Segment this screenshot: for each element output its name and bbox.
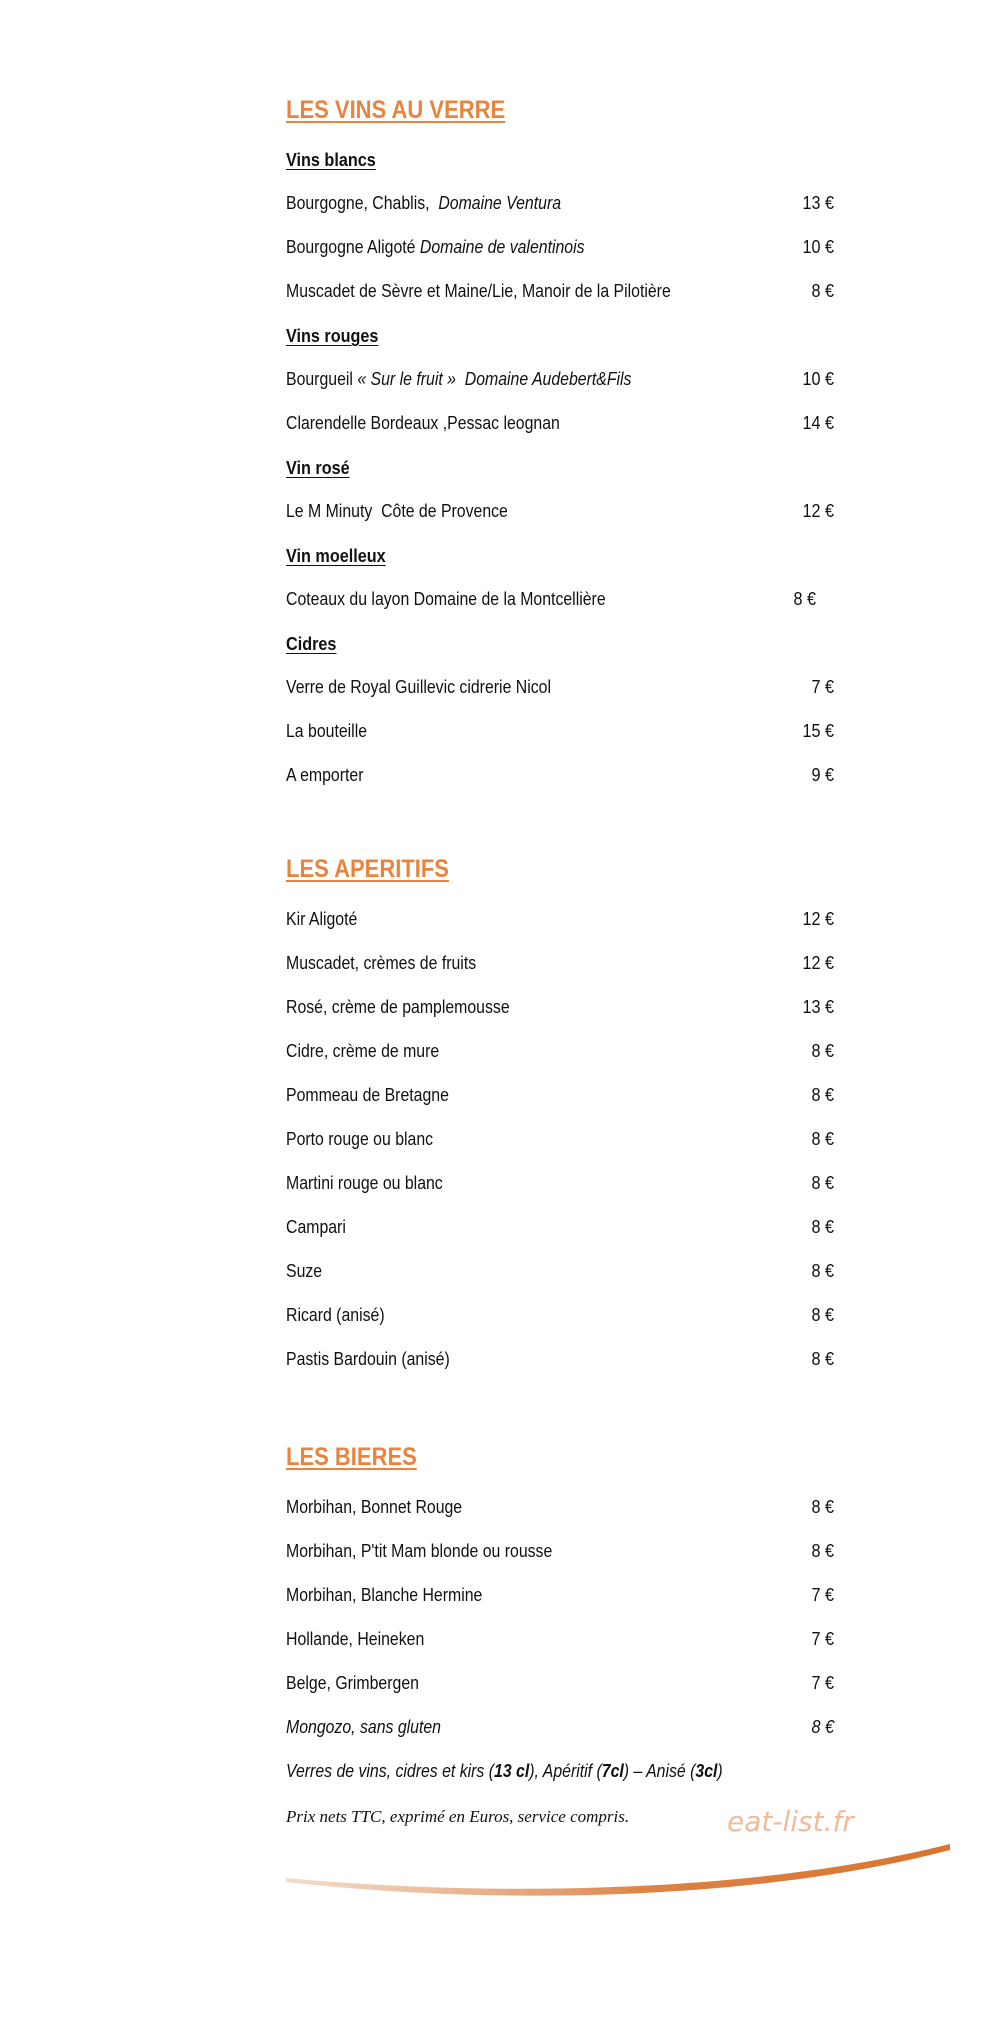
menu-item <box>286 997 836 1023</box>
menu-item <box>286 1673 836 1699</box>
menu-item <box>286 237 836 263</box>
item-name: Hollande, Heineken <box>286 1629 425 1649</box>
item-price: 8 € <box>811 1129 834 1149</box>
item-price: 15 € <box>802 721 834 741</box>
item-name: Suze <box>286 1261 323 1281</box>
menu-item <box>286 1041 836 1067</box>
subhead-vins-blancs: Vins blancs <box>286 150 376 170</box>
item-price: 13 € <box>802 193 834 213</box>
item-price: 8 € <box>811 281 834 301</box>
item-price: 7 € <box>811 1585 834 1605</box>
menu-item <box>286 413 836 439</box>
subhead-vins-rouges: Vins rouges <box>286 326 379 346</box>
item-price: 12 € <box>802 501 834 521</box>
item-name: La bouteille <box>286 721 368 741</box>
section-title-bieres: LES BIERES <box>286 1443 417 1471</box>
item-name: Rosé, crème de pamplemousse <box>286 997 510 1017</box>
section-title-aperitifs: LES APERITIFS <box>286 855 449 883</box>
subhead-vin-rose: Vin rosé <box>286 458 350 478</box>
item-name: Pommeau de Bretagne <box>286 1085 449 1105</box>
item-price: 12 € <box>802 953 834 973</box>
item-name: Muscadet de Sèvre et Maine/Lie, Manoir de la Pilotière <box>286 281 671 301</box>
item-name: Verre de Royal Guillevic cidrerie Nicol <box>286 677 551 697</box>
item-name: Martini rouge ou blanc <box>286 1173 443 1193</box>
item-name: Coteaux du layon Domaine de la Montcellière <box>286 589 606 609</box>
menu-item <box>286 1129 836 1155</box>
volumes-note: Verres de vins, cidres et kirs (13 cl), Apéritif (7cl) – Anisé (3cl) <box>286 1761 723 1781</box>
menu-item <box>286 677 836 703</box>
menu-item <box>286 1085 836 1111</box>
decorative-swoosh <box>0 1830 989 1910</box>
item-price: 14 € <box>802 413 834 433</box>
subhead-cidres: Cidres <box>286 634 337 654</box>
menu-item <box>286 193 836 219</box>
prices-note: Prix nets TTC, exprimé en Euros, service compris. <box>286 1807 630 1826</box>
menu-item <box>286 1541 836 1567</box>
item-name: Kir Aligoté <box>286 909 358 929</box>
item-price: 10 € <box>802 237 834 257</box>
item-price: 7 € <box>811 1629 834 1649</box>
menu-item <box>286 1585 836 1611</box>
item-price: 8 € <box>811 1261 834 1281</box>
item-name: Morbihan, P'tit Mam blonde ou rousse <box>286 1541 553 1561</box>
item-name: Bourgueil « Sur le fruit » Domaine Audebert&Fils <box>286 369 632 389</box>
item-price: 8 € <box>811 1717 834 1737</box>
item-name: Morbihan, Blanche Hermine <box>286 1585 483 1605</box>
item-price: 12 € <box>802 909 834 929</box>
item-price: 8 € <box>811 1305 834 1325</box>
menu-item <box>286 281 836 307</box>
item-name: Ricard (anisé) <box>286 1305 385 1325</box>
menu-item <box>286 1349 836 1375</box>
menu-item <box>286 909 836 935</box>
item-price: 8 € <box>793 589 816 609</box>
item-name: A emporter <box>286 765 364 785</box>
item-price: 8 € <box>811 1041 834 1061</box>
menu-item <box>286 1497 836 1523</box>
section-title-vins-au-verre: LES VINS AU VERRE <box>286 96 506 124</box>
watermark-logo: eat-list.fr <box>727 1805 854 1838</box>
menu-item <box>286 1261 836 1287</box>
item-name: Bourgogne Aligoté Domaine de valentinois <box>286 237 585 257</box>
menu-item <box>286 765 836 791</box>
menu-item <box>286 953 836 979</box>
menu-item <box>286 1305 836 1331</box>
item-name: Clarendelle Bordeaux ,Pessac leognan <box>286 413 560 433</box>
item-price: 7 € <box>811 1673 834 1693</box>
menu-item <box>286 1629 836 1655</box>
menu-item <box>286 1217 836 1243</box>
item-name: Muscadet, crèmes de fruits <box>286 953 477 973</box>
item-name: Campari <box>286 1217 346 1237</box>
menu-item <box>286 1173 836 1199</box>
item-price: 8 € <box>811 1217 834 1237</box>
item-price: 8 € <box>811 1497 834 1517</box>
item-price: 9 € <box>811 765 834 785</box>
item-name: Cidre, crème de mure <box>286 1041 440 1061</box>
menu-item <box>286 501 836 527</box>
item-price: 13 € <box>802 997 834 1017</box>
menu-item <box>286 589 836 615</box>
item-price: 7 € <box>811 677 834 697</box>
item-name: Le M Minuty Côte de Provence <box>286 501 508 521</box>
item-name: Bourgogne, Chablis, Domaine Ventura <box>286 193 562 213</box>
subhead-vin-moelleux: Vin moelleux <box>286 546 386 566</box>
item-price: 8 € <box>811 1349 834 1369</box>
menu-item <box>286 1717 836 1743</box>
item-price: 8 € <box>811 1085 834 1105</box>
menu-item <box>286 721 836 747</box>
menu-item <box>286 369 836 395</box>
item-price: 8 € <box>811 1541 834 1561</box>
item-name: Morbihan, Bonnet Rouge <box>286 1497 463 1517</box>
item-price: 10 € <box>802 369 834 389</box>
item-name: Belge, Grimbergen <box>286 1673 419 1693</box>
item-price: 8 € <box>811 1173 834 1193</box>
item-name: Porto rouge ou blanc <box>286 1129 434 1149</box>
item-name: Mongozo, sans gluten <box>286 1717 441 1737</box>
item-name: Pastis Bardouin (anisé) <box>286 1349 450 1369</box>
